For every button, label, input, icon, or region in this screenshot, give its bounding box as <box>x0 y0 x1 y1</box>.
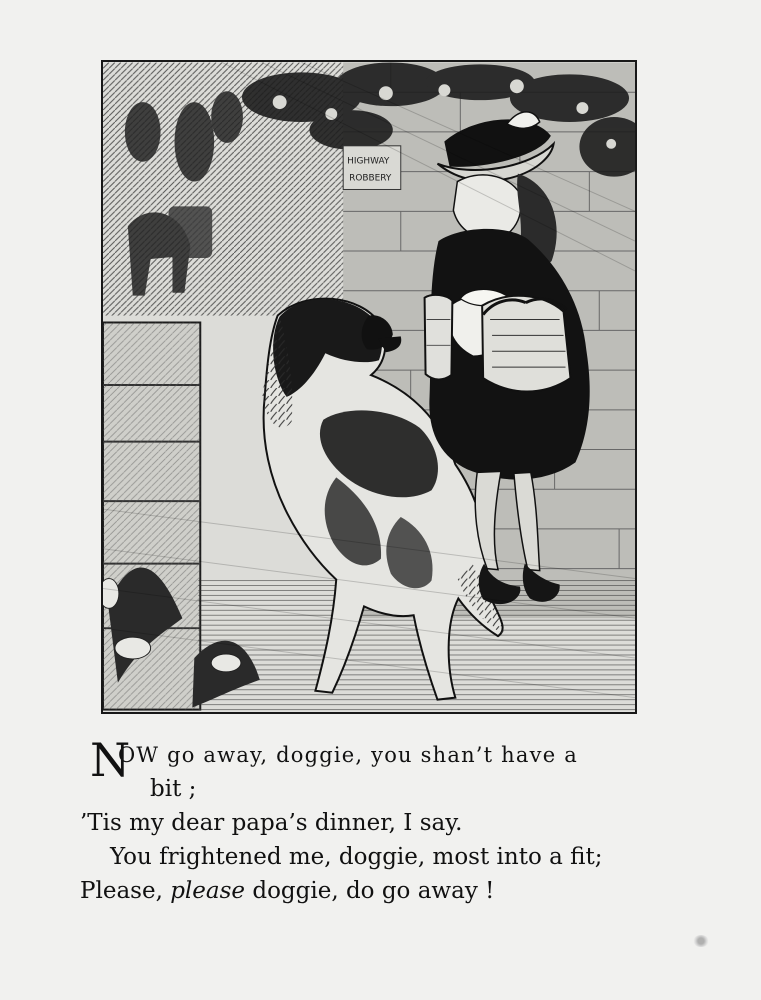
poem-line-4: You frightened me, doggie, most into a fit; <box>110 844 603 870</box>
poem-line-5 <box>76 874 686 908</box>
poem-text <box>76 733 686 908</box>
drop-cap: N <box>90 733 131 787</box>
sign-line-1: HIGHWAY <box>347 156 390 167</box>
sign-line-2: ROBBERY <box>349 173 392 184</box>
illustration <box>101 60 637 714</box>
poem-line-3: ’Tis my dear papa’s dinner, I say. <box>80 810 463 836</box>
poem-line-5-italic: please <box>170 878 246 904</box>
engraving-girl-and-dog <box>103 62 635 712</box>
poem-line-5-after: doggie, do go away ! <box>245 878 495 904</box>
paper-speck <box>693 935 709 947</box>
poem-line-1-text: OW go away, doggie, you shan’t have a <box>118 743 578 767</box>
poem-line-2: bit ; <box>150 776 197 802</box>
poem-line-5-before: Please, <box>80 878 171 904</box>
poem-line-1 <box>76 733 686 787</box>
